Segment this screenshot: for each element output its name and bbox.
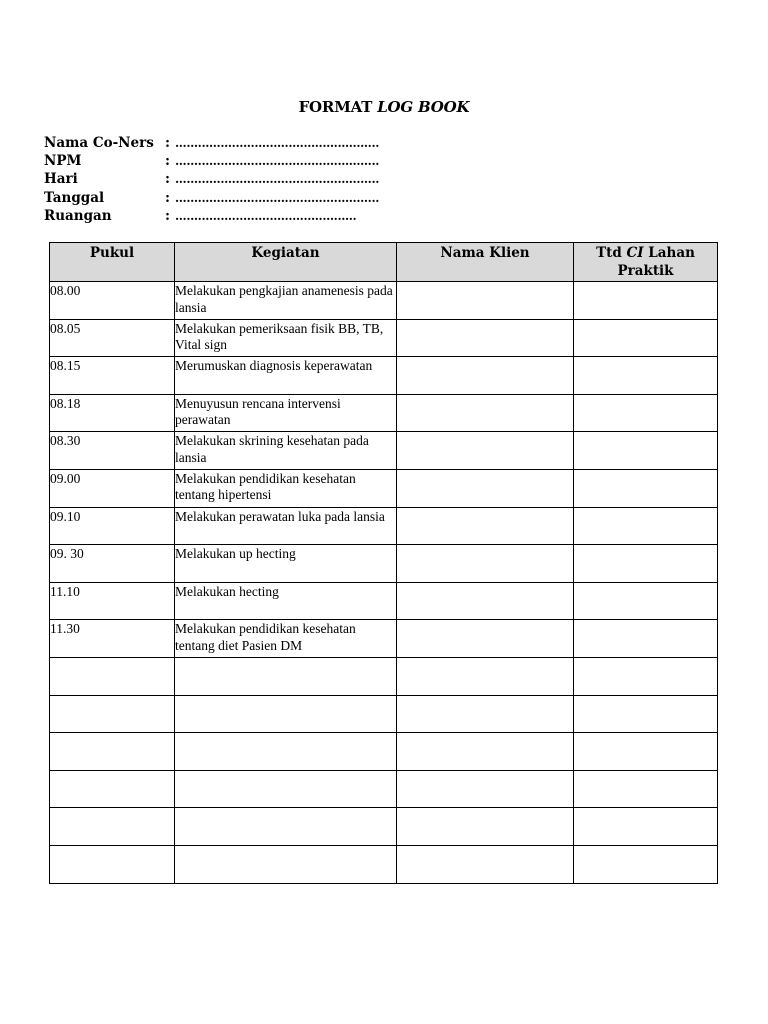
field-label: Nama Co-Ners [44, 135, 154, 151]
field-value-blank[interactable]: ...................................................... [175, 136, 379, 150]
cell-client[interactable] [397, 545, 574, 583]
table-body [50, 282, 718, 884]
cell-signature[interactable] [574, 582, 718, 620]
cell-time[interactable]: 08.18 [50, 394, 175, 432]
cell-activity[interactable] [175, 733, 397, 771]
cell-client[interactable] [397, 733, 574, 771]
cell-signature[interactable] [574, 808, 718, 846]
table-row [50, 545, 718, 583]
table-row [50, 808, 718, 846]
cell-client[interactable] [397, 657, 574, 695]
cell-client[interactable] [397, 845, 574, 883]
cell-time[interactable] [50, 770, 175, 808]
cell-activity[interactable]: Melakukan skrining kesehatan pada lansia [175, 432, 397, 470]
cell-client[interactable] [397, 582, 574, 620]
cell-time[interactable]: 11.30 [50, 620, 175, 658]
cell-activity[interactable]: Melakukan up hecting [175, 545, 397, 583]
cell-activity[interactable]: Menuyusun rencana intervensi perawatan [175, 394, 397, 432]
title-italic: LOG BOOK [377, 98, 470, 116]
header-ttd-italic: CI [626, 245, 644, 261]
field-ruangan [44, 207, 379, 225]
cell-signature[interactable] [574, 319, 718, 357]
table-header-row [50, 243, 718, 282]
field-tanggal [44, 189, 379, 207]
cell-signature[interactable] [574, 620, 718, 658]
cell-signature[interactable] [574, 770, 718, 808]
field-value-blank[interactable]: ................................................ [175, 208, 357, 223]
header-ttd-suffix: Lahan Praktik [617, 245, 695, 279]
cell-signature[interactable] [574, 469, 718, 507]
cell-activity[interactable]: Melakukan perawatan luka pada lansia [175, 507, 397, 545]
table-row [50, 282, 718, 320]
cell-activity[interactable]: Melakukan hecting [175, 582, 397, 620]
cell-client[interactable] [397, 620, 574, 658]
cell-time[interactable] [50, 808, 175, 846]
cell-time[interactable]: 08.05 [50, 319, 175, 357]
cell-time[interactable]: 11.10 [50, 582, 175, 620]
cell-signature[interactable] [574, 845, 718, 883]
field-value-blank[interactable]: ...................................................... [175, 154, 379, 169]
cell-activity[interactable]: Melakukan pendidikan kesehatan tentang diet Pasien DM [175, 620, 397, 658]
field-value-blank[interactable]: ...................................................... [175, 172, 379, 187]
table-row [50, 657, 718, 695]
table-row [50, 733, 718, 771]
table-row [50, 394, 718, 432]
cell-activity[interactable] [175, 845, 397, 883]
cell-client[interactable] [397, 319, 574, 357]
cell-signature[interactable] [574, 545, 718, 583]
cell-time[interactable]: 08.00 [50, 282, 175, 320]
cell-client[interactable] [397, 282, 574, 320]
document-title [0, 98, 768, 116]
field-colon: : [165, 189, 170, 206]
cell-signature[interactable] [574, 695, 718, 733]
field-nama-co-ners [44, 134, 379, 152]
table-row [50, 845, 718, 883]
field-colon: : [165, 135, 170, 151]
cell-signature[interactable] [574, 432, 718, 470]
field-npm [44, 152, 379, 170]
field-colon: : [165, 153, 170, 170]
cell-client[interactable] [397, 808, 574, 846]
field-colon: : [165, 171, 170, 188]
identity-fields [44, 134, 379, 225]
cell-client[interactable] [397, 432, 574, 470]
cell-client[interactable] [397, 695, 574, 733]
table-row [50, 432, 718, 470]
cell-activity[interactable] [175, 695, 397, 733]
cell-time[interactable]: 09.10 [50, 507, 175, 545]
cell-time[interactable]: 08.30 [50, 432, 175, 470]
table-row [50, 469, 718, 507]
header-nama-klien: Nama Klien [397, 243, 574, 282]
cell-client[interactable] [397, 469, 574, 507]
cell-time[interactable] [50, 733, 175, 771]
cell-client[interactable] [397, 394, 574, 432]
table-row [50, 582, 718, 620]
cell-time[interactable] [50, 657, 175, 695]
field-value-blank[interactable]: ...................................................... [175, 190, 379, 205]
table-row [50, 507, 718, 545]
table-row [50, 357, 718, 395]
cell-time[interactable]: 08.15 [50, 357, 175, 395]
cell-activity[interactable] [175, 770, 397, 808]
table-row [50, 770, 718, 808]
cell-signature[interactable] [574, 394, 718, 432]
field-colon: : [165, 207, 170, 224]
table-row [50, 319, 718, 357]
cell-client[interactable] [397, 507, 574, 545]
cell-activity[interactable]: Merumuskan diagnosis keperawatan [175, 357, 397, 395]
cell-signature[interactable] [574, 507, 718, 545]
cell-client[interactable] [397, 770, 574, 808]
cell-signature[interactable] [574, 357, 718, 395]
header-kegiatan: Kegiatan [175, 243, 397, 282]
cell-activity[interactable] [175, 657, 397, 695]
cell-activity[interactable]: Melakukan pemeriksaan fisik BB, TB, Vital sign [175, 319, 397, 357]
field-label: Tanggal [44, 189, 105, 206]
cell-signature[interactable] [574, 657, 718, 695]
cell-time[interactable]: 09.00 [50, 469, 175, 507]
field-label: Ruangan [44, 207, 112, 224]
field-label: Hari [44, 171, 78, 188]
header-ttd-ci-lahan-praktik [574, 243, 718, 282]
cell-time[interactable] [50, 845, 175, 883]
title-prefix: FORMAT [298, 98, 378, 116]
cell-activity[interactable] [175, 808, 397, 846]
field-label: NPM [44, 153, 82, 170]
header-ttd-prefix: Ttd [596, 245, 627, 261]
cell-time[interactable] [50, 695, 175, 733]
header-pukul: Pukul [50, 243, 175, 282]
table-row [50, 620, 718, 658]
logbook-table [49, 242, 718, 884]
cell-activity[interactable]: Melakukan pengkajian anamenesis pada lansia [175, 282, 397, 320]
cell-activity[interactable]: Melakukan pendidikan kesehatan tentang hipertensi [175, 469, 397, 507]
cell-time[interactable]: 09. 30 [50, 545, 175, 583]
cell-signature[interactable] [574, 733, 718, 771]
field-hari [44, 170, 379, 188]
cell-signature[interactable] [574, 282, 718, 320]
cell-client[interactable] [397, 357, 574, 395]
table-row [50, 695, 718, 733]
